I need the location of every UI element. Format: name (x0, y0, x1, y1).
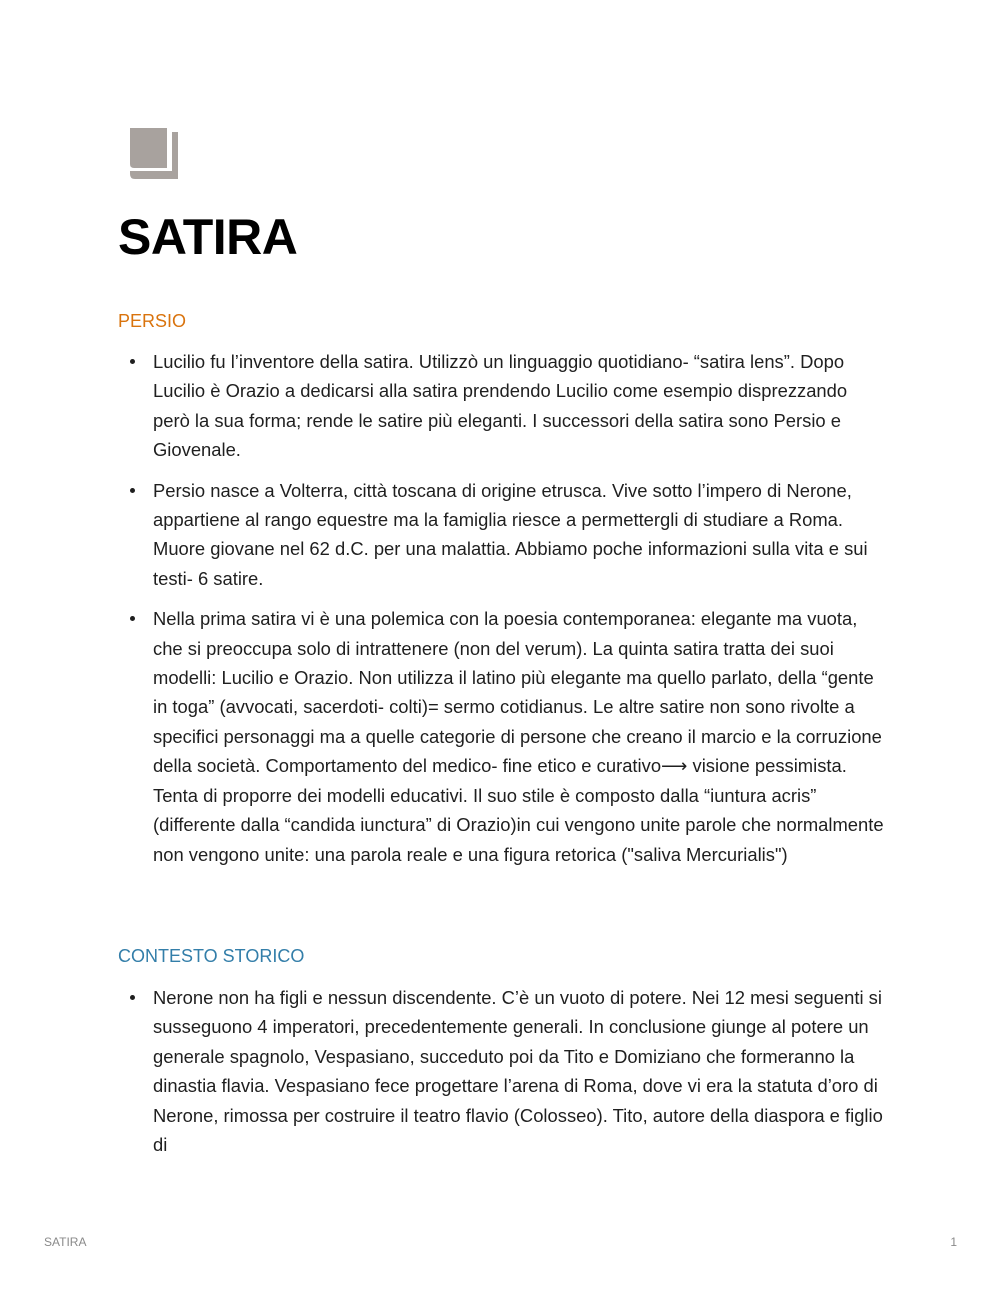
list-item (118, 983, 888, 1159)
list-item (118, 476, 888, 594)
bullet-dot-icon (130, 995, 135, 1000)
list-item-text: Nella prima satira vi è una polemica con la poesia contemporanea: elegante ma vuota, che si preoccupa solo di intrattenere (non del verum). La quinta satira tratta dei suoi modelli: Lucilio e Orazio. Non utilizza il latino più elegante ma quello parlato, della “gente in toga” (avvocati, sacerdoti- colti)= sermo cotidianus. Le altre satire non sono rivolte a specifici personaggi ma a quelle categorie di persone che creano il marcio e la corruzione della società. Comportamento del medico- fine etico e curativo⟶ visione pessimista. Tenta di proporre dei modelli educativi. Il suo stile è composto dalla “iuntura acris” (differente dalla “candida iunctura” di Orazio)in cui vengono unite parole che normalmente non vengono unite: una parola reale e una figura retorica ("saliva Mercurialis") (153, 608, 884, 865)
list-item (118, 347, 888, 465)
bullet-dot-icon (130, 488, 135, 493)
list-item-text: Persio nasce a Volterra, città toscana di origine etrusca. Vive sotto l’impero di Nerone, appartiene al rango equestre ma la famiglia riesce a permettergli di studiare a Roma. Muore giovane nel 62 d.C. per una malattia. Abbiamo poche informazioni sulla vita e sui testi- 6 satire. (153, 479, 868, 589)
bullet-dot-icon (130, 359, 135, 364)
page-title: SATIRA (118, 209, 298, 265)
section-heading-contesto-storico: CONTESTO STORICO (118, 946, 305, 966)
section-heading-persio: PERSIO (118, 311, 187, 331)
document-icon (127, 126, 179, 180)
list-item-text: Lucilio fu l’inventore della satira. Utilizzò un linguaggio quotidiano- “satira lens”. Dopo Lucilio è Orazio a dedicarsi alla satira prendendo Lucilio come esempio disprezzando però la sua forma; rende le satire più eleganti. I successori della satira sono Persio e Giovenale. (153, 351, 848, 461)
bullet-list-persio (118, 347, 888, 880)
bullet-list-contesto-storico (118, 983, 888, 1170)
bullet-dot-icon (130, 616, 135, 621)
list-item-text: Nerone non ha figli e nessun discendente. C’è un vuoto di potere. Nei 12 mesi seguenti si susseguono 4 imperatori, precedentemente generali. In conclusione giunge al potere un generale spagnolo, Vespasiano, succeduto poi da Tito e Domiziano che formeranno la dinastia flavia. Vespasiano fece progettare l’arena di Roma, dove vi era la statuta d’oro di Nerone, rimossa per costruire il teatro flavio (Colosseo). Tito, autore della diaspora e figlio di (153, 987, 883, 1156)
page-number: 1 (950, 1235, 957, 1249)
footer-title: SATIRA (44, 1235, 87, 1249)
list-item (118, 604, 888, 869)
